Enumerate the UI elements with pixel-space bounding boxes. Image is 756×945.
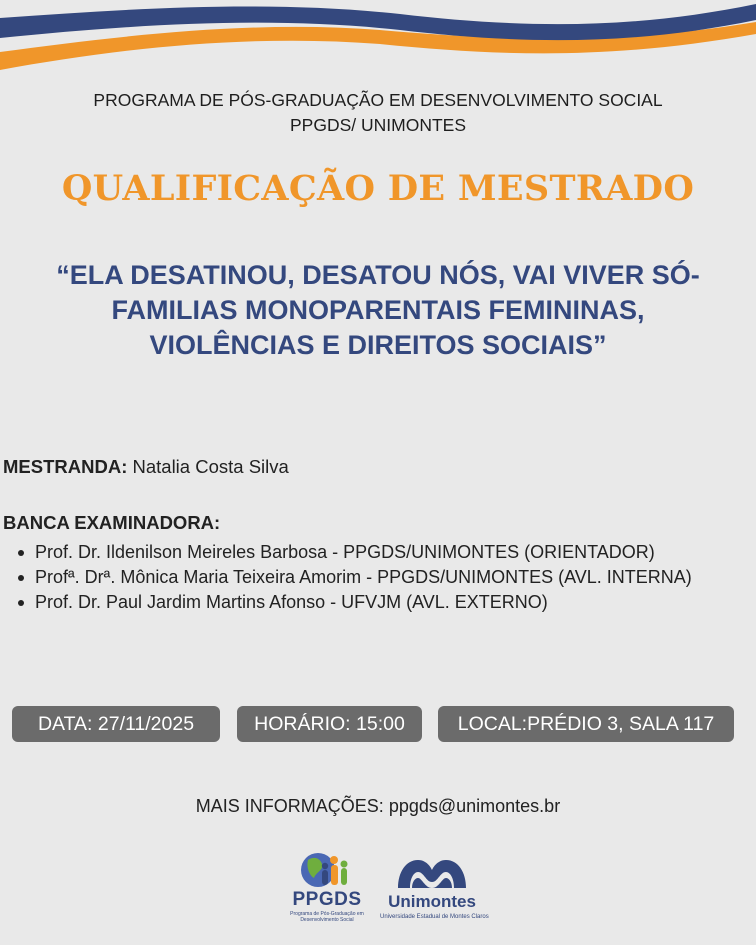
banca-member: Prof. Dr. Ildenilson Meireles Barbosa - PPGDS/UNIMONTES (ORIENTADOR)	[35, 540, 735, 565]
ppgds-logo	[286, 846, 368, 926]
unimontes-emblem-icon	[392, 852, 472, 894]
mestranda-name: Natalia Costa Silva	[127, 456, 289, 477]
thesis-title	[0, 258, 756, 363]
location-pill: LOCAL:PRÉDIO 3, SALA 117	[438, 706, 734, 742]
banca-title: BANCA EXAMINADORA:	[3, 512, 221, 533]
banca-member: Profª. Drª. Mônica Maria Teixeira Amorim - PPGDS/UNIMONTES (AVL. INTERNA)	[35, 565, 735, 590]
ppgds-subtitle-line: Desenvolvimento Social	[300, 917, 354, 923]
mestranda-label: MESTRANDA:	[3, 456, 128, 477]
time-pill: HORÁRIO: 15:00	[237, 706, 422, 742]
banca-member: Prof. Dr. Paul Jardim Martins Afonso - UFVJM (AVL. EXTERNO)	[35, 590, 735, 615]
date-pill: DATA: 27/11/2025	[12, 706, 220, 742]
program-acronym: PPGDS/ UNIMONTES	[290, 115, 466, 135]
ppgds-logo-subtitle	[286, 911, 368, 923]
mestranda-line	[3, 456, 289, 478]
ppgds-logo-text: PPGDS	[292, 889, 362, 910]
more-info: MAIS INFORMAÇÕES: ppgds@unimontes.br	[195, 796, 561, 816]
program-header	[0, 88, 756, 138]
unimontes-logo	[380, 852, 489, 924]
page-title: QUALIFICAÇÃO DE MESTRADO	[61, 168, 695, 209]
unimontes-logo-text: Unimontes	[388, 892, 476, 911]
thesis-title-line: “ELA DESATINOU, DESATOU NÓS, VAI VIVER SÓ-	[56, 260, 700, 290]
header-wave-decoration	[0, 0, 756, 90]
ppgds-emblem-icon	[286, 846, 368, 892]
ppgds-subtitle-line: Programa de Pós-Graduação em	[290, 911, 364, 917]
thesis-title-line: VIOLÊNCIAS E DIREITOS SOCIAIS”	[149, 330, 607, 360]
unimontes-logo-subtitle: Universidade Estadual de Montes Claros	[380, 914, 489, 920]
program-name: PROGRAMA DE PÓS-GRADUAÇÃO EM DESENVOLVIMENTO SOCIAL	[93, 90, 663, 110]
banca-list	[35, 540, 735, 615]
thesis-title-line: FAMILIAS MONOPARENTAIS FEMININAS,	[111, 295, 645, 325]
